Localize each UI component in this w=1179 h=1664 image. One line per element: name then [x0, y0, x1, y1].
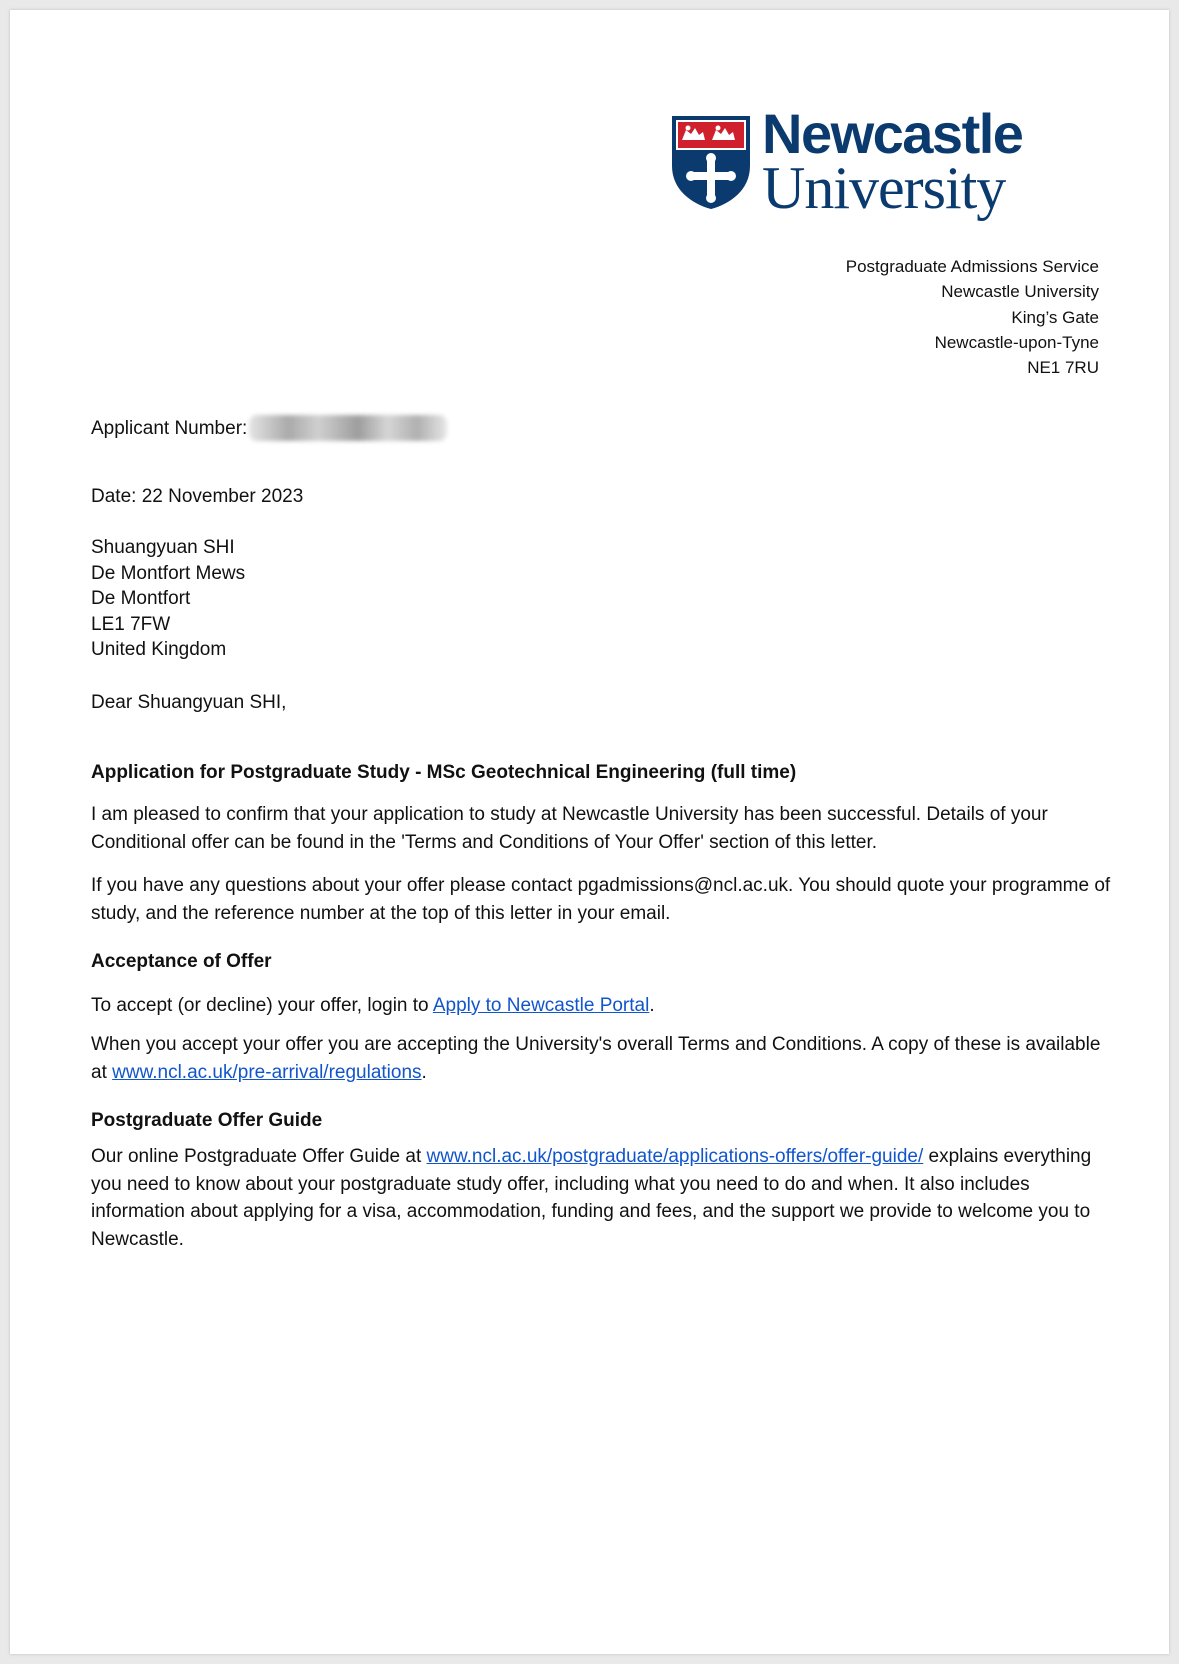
- subject-heading: Application for Postgraduate Study - MSc Geotechnical Engineering (full time): [91, 762, 797, 783]
- sender-address-line: Postgraduate Admissions Service: [845, 257, 1099, 276]
- paragraph-text: If you have any questions about your offer please contact pgadmissions@ncl.ac.uk. You should quote your programme of study, and the reference number at the top of this letter in your email.: [91, 875, 1111, 924]
- paragraph-text: I am pleased to confirm that your application to study at Newcastle University has been successful. Details of your Conditional offer can be found in the 'Terms and Conditions of Your Offer' section of this letter.: [91, 804, 1048, 853]
- sender-address: [846, 254, 1099, 380]
- paragraph-confirmation: [91, 801, 1111, 856]
- paragraph-questions: [91, 872, 1111, 927]
- sender-address-line: King’s Gate: [1011, 307, 1099, 327]
- guide-text-end: explains everything you need to know about your postgraduate study offer, including what you need to do and when. It also includes information about applying for a visa, accommodation, funding and fees, and the support we provide to welcome you to Newcastle.: [91, 1146, 1092, 1250]
- letter-date: Date: 22 November 2023: [91, 486, 304, 507]
- acceptance-paragraph: [91, 995, 655, 1017]
- acceptance-text: To accept (or decline) your offer, login to: [91, 995, 433, 1016]
- acceptance-text-end: .: [649, 995, 655, 1016]
- acceptance-heading: Acceptance of Offer: [91, 951, 272, 972]
- guide-heading: Postgraduate Offer Guide: [91, 1110, 323, 1131]
- terms-text: When you accept your offer you are accepting the University's overall Terms and Conditions. A copy of these is available at: [91, 1034, 1101, 1083]
- terms-text-end: .: [421, 1061, 427, 1083]
- letter-page: [10, 10, 1169, 1654]
- recipient-address-line: De Montfort: [91, 588, 191, 610]
- university-logo: [670, 102, 1050, 221]
- terms-paragraph: [91, 1031, 1111, 1086]
- terms-text-block: [91, 1031, 1111, 1086]
- guide-paragraph: [91, 1143, 1111, 1253]
- applicant-number-label: Applicant Number:: [91, 418, 248, 439]
- recipient-address-line: United Kingdom: [91, 639, 227, 661]
- redacted-applicant-number: [249, 415, 447, 441]
- university-crest-icon: [670, 114, 752, 210]
- sender-address-line: Newcastle-upon-Tyne: [934, 332, 1099, 352]
- guide-text-block: [91, 1143, 1111, 1253]
- offer-guide-link[interactable]: www.ncl.ac.uk/postgraduate/applications-offers/offer-guide/: [426, 1146, 924, 1167]
- logo-text-newcastle: Newcastle: [762, 102, 1023, 165]
- sender-address-line: NE1 7RU: [1027, 358, 1099, 378]
- recipient-address: [91, 535, 245, 663]
- recipient-address-line: LE1 7FW: [91, 613, 171, 635]
- sender-address-line: Newcastle University: [941, 282, 1099, 302]
- applicant-number-row: [91, 415, 447, 441]
- regulations-link[interactable]: www.ncl.ac.uk/pre-arrival/regulations: [112, 1061, 422, 1083]
- salutation: Dear Shuangyuan SHI,: [91, 692, 287, 713]
- apply-portal-link[interactable]: Apply to Newcastle Portal: [432, 995, 650, 1016]
- guide-text: Our online Postgraduate Offer Guide at: [91, 1146, 427, 1167]
- logo-text-university: University: [762, 155, 1006, 221]
- recipient-name: Shuangyuan SHI: [91, 537, 235, 558]
- recipient-address-line: De Montfort Mews: [91, 562, 246, 584]
